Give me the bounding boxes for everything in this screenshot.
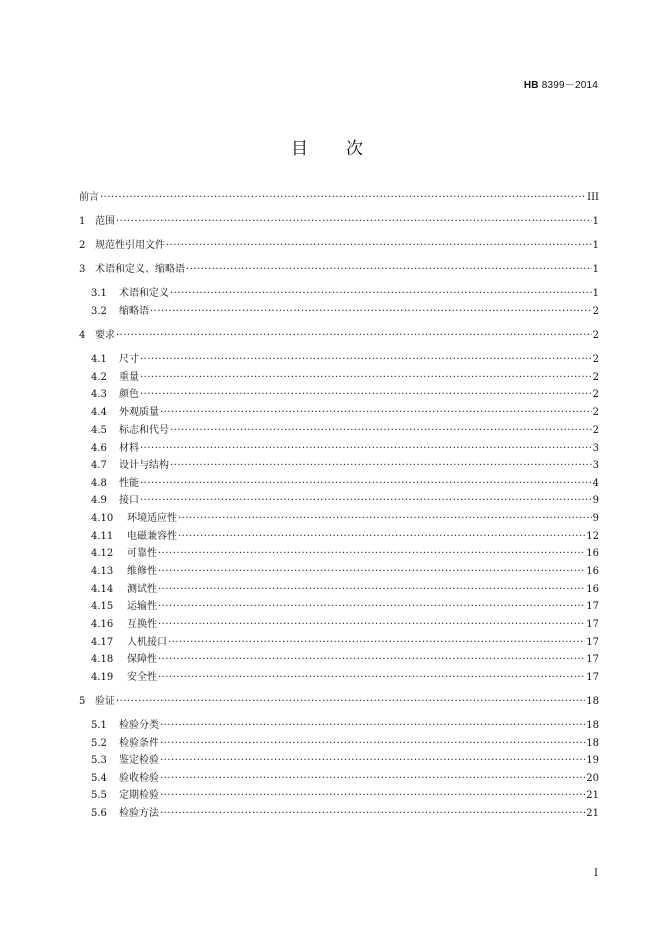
toc-entry-number: 4.4	[91, 407, 107, 418]
toc-entry-label: 缩略语	[119, 306, 149, 317]
toc-entry-number: 4	[79, 330, 86, 341]
toc-entry[interactable]	[91, 477, 599, 491]
toc-leader-dots	[160, 772, 585, 786]
toc-entry-label: 检验分类	[119, 720, 159, 731]
toc-entry-number: 4.18	[91, 654, 114, 665]
toc-entry-page: 2	[592, 354, 599, 365]
toc-entry-page: 9	[592, 513, 599, 524]
toc-entry-label: 尺寸	[119, 354, 139, 365]
toc-entry-number: 4.14	[91, 584, 114, 595]
toc-entry[interactable]	[79, 239, 599, 253]
toc-entry-page: 3	[592, 443, 599, 454]
toc-entry[interactable]	[91, 789, 599, 803]
toc-entry-label: 检验方法	[119, 808, 159, 819]
toc-leader-dots	[158, 547, 585, 561]
toc-entry-label: 验证	[95, 696, 115, 707]
toc-entry[interactable]	[91, 371, 599, 385]
toc-entry-page: 2	[592, 425, 599, 436]
toc-entry-label: 前言	[79, 192, 99, 203]
toc-entry[interactable]	[91, 547, 599, 561]
toc-leader-dots	[140, 353, 592, 367]
toc-entry[interactable]	[91, 807, 599, 821]
toc-leader-dots	[158, 671, 585, 685]
toc-entry-number: 5	[79, 696, 86, 707]
toc-entry[interactable]	[91, 442, 599, 456]
toc-entry-number: 5.2	[91, 738, 107, 749]
toc-entry-label: 电磁兼容性	[127, 531, 177, 542]
toc-entry-label: 鉴定检验	[119, 755, 159, 766]
page-title: 目次	[291, 139, 401, 159]
toc-leader-dots	[140, 388, 592, 402]
toc-entry-page: 1	[592, 216, 599, 227]
toc-entry-page: 21	[586, 790, 599, 801]
toc-entry-label: 标志和代号	[119, 425, 169, 436]
toc-leader-dots	[158, 600, 585, 614]
toc-entry-page: 9	[592, 495, 599, 506]
toc-entry-label: 检验条件	[119, 738, 159, 749]
header-code-number: 8399－2014	[538, 80, 598, 91]
toc-entry-page: 17	[586, 672, 599, 683]
toc-entry-label: 维修性	[127, 566, 157, 577]
toc-entry-page: 20	[586, 773, 599, 784]
toc-entry[interactable]	[79, 329, 599, 343]
toc-entry[interactable]	[91, 512, 599, 526]
toc-entry[interactable]	[91, 424, 599, 438]
toc-entry-page: 1	[592, 264, 599, 275]
toc-entry[interactable]	[91, 530, 599, 544]
toc-entry-page: 17	[586, 601, 599, 612]
toc-entry-page: 17	[586, 637, 599, 648]
toc-entry[interactable]	[91, 671, 599, 685]
toc-entry-label: 人机接口	[127, 637, 167, 648]
toc-leader-dots	[170, 424, 592, 438]
toc-entry-label: 互换性	[127, 619, 157, 630]
toc-leader-dots	[140, 442, 592, 456]
toc-entry[interactable]	[91, 737, 599, 751]
toc-entry-number: 4.8	[91, 478, 107, 489]
toc-entry-number: 4.13	[91, 566, 114, 577]
toc-entry-page: 16	[586, 548, 599, 559]
toc-entry-number: 4.19	[91, 672, 114, 683]
toc-leader-dots	[170, 459, 592, 473]
toc-entry-number: 4.9	[91, 495, 107, 506]
toc-entry[interactable]	[79, 215, 599, 229]
toc-entry-label: 性能	[119, 478, 139, 489]
toc-entry[interactable]	[91, 583, 599, 597]
toc-entry-page: 2	[592, 330, 599, 341]
toc-entry-label: 材料	[119, 443, 139, 454]
toc-entry-page: 12	[586, 531, 599, 542]
toc-entry-page: 3	[592, 460, 599, 471]
toc-entry-label: 保障性	[127, 654, 157, 665]
toc-leader-dots	[140, 477, 592, 491]
toc-leader-dots	[158, 583, 585, 597]
toc-leader-dots	[116, 695, 585, 709]
toc-entry-number: 4.1	[91, 354, 107, 365]
toc-entry[interactable]	[91, 388, 599, 402]
toc-entry-page: 2	[592, 306, 599, 317]
footer-page-number: I	[594, 868, 598, 879]
toc-entry-page: 18	[586, 696, 599, 707]
toc-entry[interactable]	[79, 695, 599, 709]
toc-entry[interactable]	[91, 636, 599, 650]
toc-entry-number: 4.2	[91, 372, 107, 383]
toc-entry-number: 4.15	[91, 601, 114, 612]
toc-entry[interactable]	[91, 353, 599, 367]
toc-leader-dots	[158, 565, 585, 579]
toc-entry-page: 2	[592, 372, 599, 383]
toc-entry-page: 19	[586, 755, 599, 766]
toc-leader-dots	[140, 494, 592, 508]
header-code-prefix: HB	[523, 80, 539, 91]
toc-leader-dots	[100, 191, 586, 205]
toc-entry[interactable]	[91, 618, 599, 632]
toc-entry-label: 测试性	[127, 584, 157, 595]
toc-entry-label: 重量	[119, 372, 139, 383]
toc-entry[interactable]	[91, 406, 599, 420]
toc-entry-label: 安全性	[127, 672, 157, 683]
toc-entry-number: 2	[79, 240, 86, 251]
toc-entry[interactable]	[91, 600, 599, 614]
toc-leader-dots	[116, 215, 592, 229]
toc-leader-dots	[160, 406, 592, 420]
toc-entry-label: 外观质量	[119, 407, 159, 418]
toc-entry-page: 1	[592, 288, 599, 299]
toc-entry[interactable]	[79, 191, 599, 205]
toc-entry[interactable]	[91, 565, 599, 579]
toc-entry-label: 术语和定义	[119, 288, 169, 299]
toc-leader-dots	[168, 636, 585, 650]
toc-entry-label: 定期检验	[119, 790, 159, 801]
toc-entry-page: 17	[586, 619, 599, 630]
toc-entry-number: 3.2	[91, 306, 107, 317]
toc-entry-label: 范围	[95, 216, 115, 227]
toc-leader-dots	[150, 305, 592, 319]
toc-entry[interactable]	[91, 719, 599, 733]
toc-leader-dots	[166, 239, 592, 253]
toc-entry-number: 4.17	[91, 637, 114, 648]
toc-entry-page: 18	[586, 720, 599, 731]
toc-entry-page: 16	[586, 584, 599, 595]
toc-leader-dots	[160, 719, 585, 733]
toc-entry-page: 2	[592, 407, 599, 418]
toc-entry-number: 4.6	[91, 443, 107, 454]
toc-entry-label: 可靠性	[127, 548, 157, 559]
toc-entry-label: 运输性	[127, 601, 157, 612]
toc-entry-label: 颜色	[119, 389, 139, 400]
toc-entry-number: 4.5	[91, 425, 107, 436]
toc-entry-label: 要求	[95, 330, 115, 341]
toc-leader-dots	[116, 329, 592, 343]
toc-entry-page: 2	[592, 389, 599, 400]
toc-entry-number: 5.5	[91, 790, 107, 801]
toc-entry-label: 设计与结构	[119, 460, 169, 471]
toc-leader-dots	[160, 754, 585, 768]
toc-entry-number: 4.12	[91, 548, 114, 559]
toc-entry[interactable]	[91, 287, 599, 301]
toc-entry-label: 验收检验	[119, 773, 159, 784]
toc-entry-number: 4.16	[91, 619, 114, 630]
toc-leader-dots	[170, 287, 592, 301]
toc-entry-page: 16	[586, 566, 599, 577]
toc-entry-page: 1	[592, 240, 599, 251]
toc-entry-number: 5.3	[91, 755, 107, 766]
toc-entry-label: 环境适应性	[127, 513, 177, 524]
toc-entry-label: 规范性引用文件	[95, 240, 165, 251]
toc-entry-number: 4.11	[91, 531, 114, 542]
toc-leader-dots	[160, 807, 585, 821]
toc-entry-label: 术语和定义、缩略语	[95, 264, 185, 275]
toc-leader-dots	[140, 371, 592, 385]
toc-entry-number: 3	[79, 264, 86, 275]
toc-entry-page: 21	[586, 808, 599, 819]
toc-entry[interactable]	[91, 494, 599, 508]
toc-entry-number: 5.4	[91, 773, 107, 784]
toc-entry-page: 17	[586, 654, 599, 665]
toc-entry-number: 4.10	[91, 513, 114, 524]
toc-leader-dots	[160, 737, 585, 751]
toc-entry-number: 1	[79, 216, 86, 227]
toc-entry-page: III	[587, 192, 599, 203]
toc-entry-number: 5.1	[91, 720, 107, 731]
toc-leader-dots	[160, 789, 585, 803]
toc-entry-number: 4.3	[91, 389, 107, 400]
toc-leader-dots	[178, 512, 592, 526]
toc-entry-number: 3.1	[91, 288, 107, 299]
toc-leader-dots	[158, 653, 585, 667]
toc-entry-number: 4.7	[91, 460, 107, 471]
toc-entry[interactable]	[91, 754, 599, 768]
toc-entry-label: 接口	[119, 495, 139, 506]
toc-leader-dots	[178, 530, 585, 544]
toc-entry[interactable]	[91, 772, 599, 786]
toc-entry-number: 5.6	[91, 808, 107, 819]
toc-entry-page: 4	[592, 478, 599, 489]
toc-entry-page: 18	[586, 738, 599, 749]
toc-entry[interactable]	[91, 305, 599, 319]
toc-entry[interactable]	[79, 263, 599, 277]
toc-entry[interactable]	[91, 459, 599, 473]
toc-entry[interactable]	[91, 653, 599, 667]
toc-leader-dots	[186, 263, 592, 277]
toc-leader-dots	[158, 618, 585, 632]
